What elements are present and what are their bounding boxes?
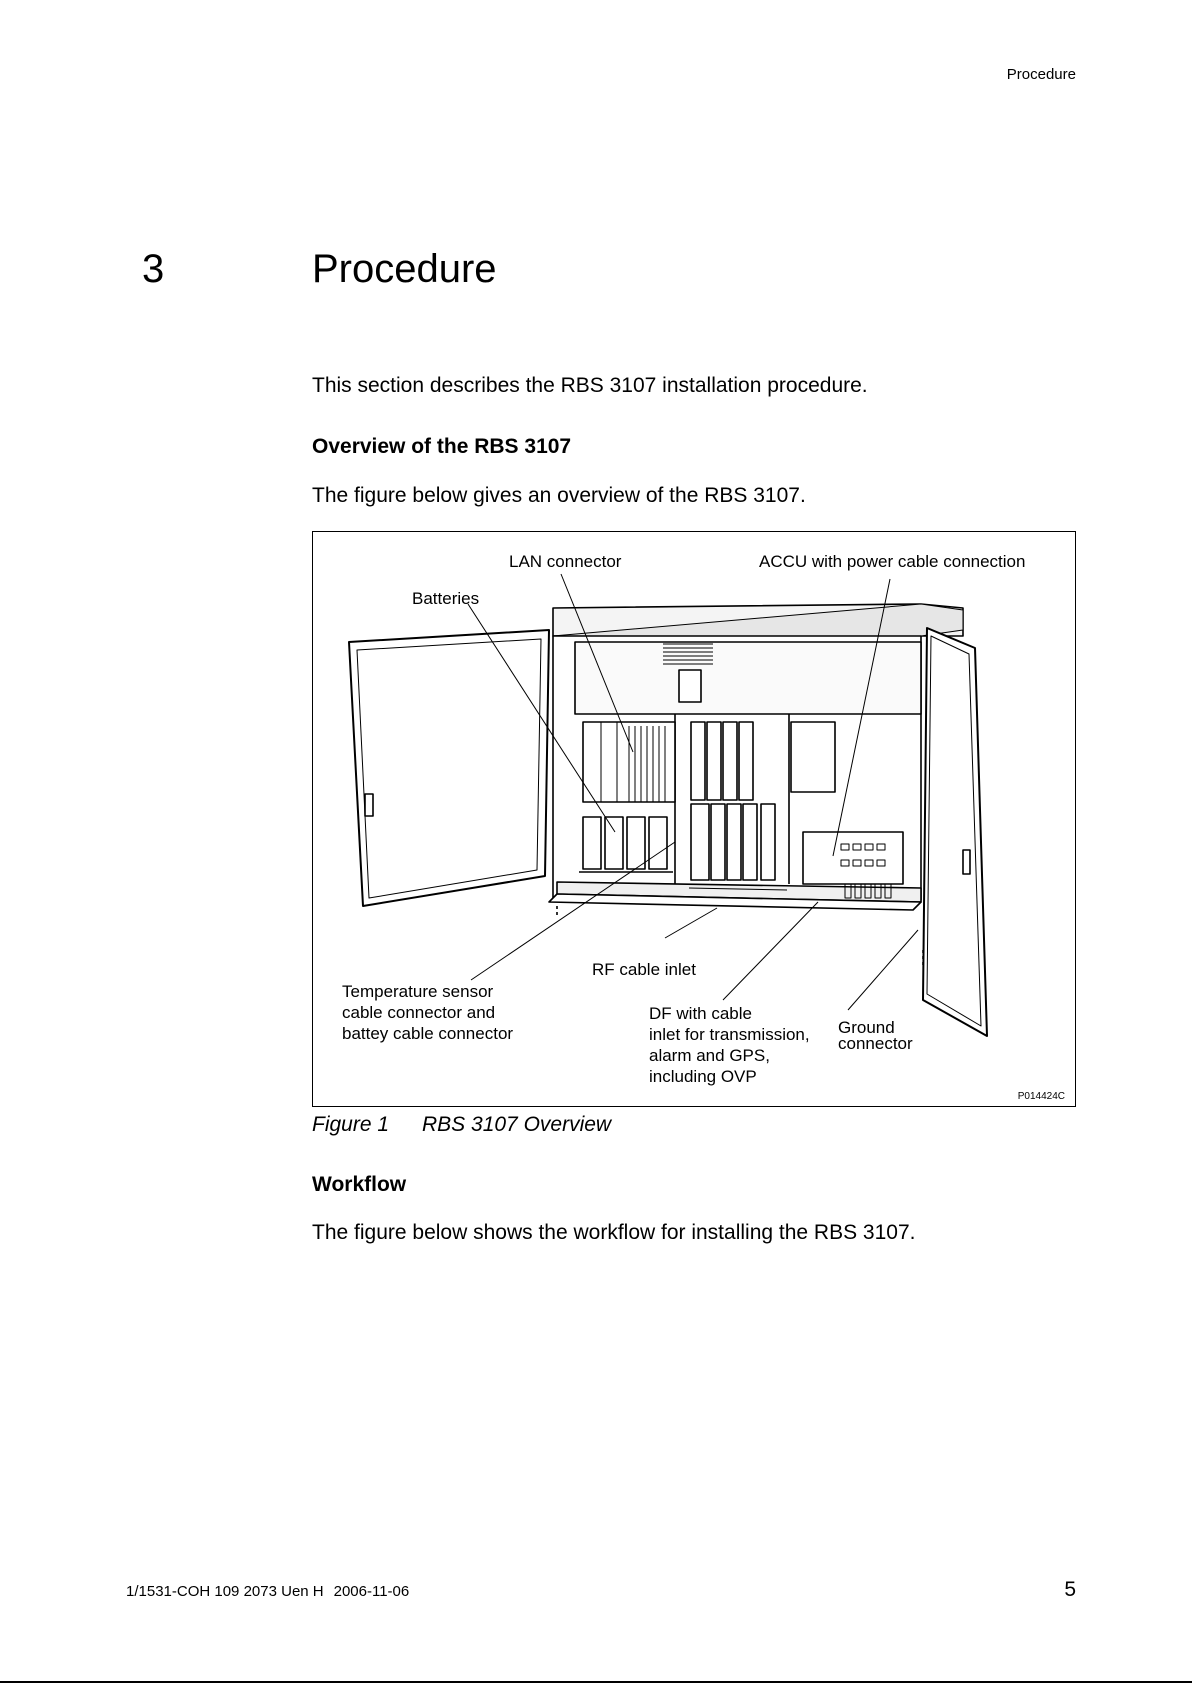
intro-paragraph: This section describes the RBS 3107 installation procedure. <box>312 374 868 397</box>
callout-df-cable-inlet: DF with cable inlet for transmission, alarm and GPS, including OVP <box>649 1004 810 1086</box>
overview-heading: Overview of the RBS 3107 <box>312 435 572 458</box>
callout-rf-cable-inlet: RF cable inlet <box>592 960 696 979</box>
callout-accu: ACCU with power cable connection <box>759 552 1026 571</box>
footer-doc-id <box>126 1583 409 1600</box>
figure-caption-number: Figure 1 <box>312 1113 390 1136</box>
callout-batteries: Batteries <box>412 589 480 608</box>
callout-temperature-sensor: Temperature sensor cable connector and battey cable connector <box>342 982 514 1043</box>
figure-code: P014424C <box>1017 1091 1065 1102</box>
running-header: Procedure <box>1006 66 1076 83</box>
bottom-rule <box>0 1681 1192 1683</box>
callout-ground-connector: Ground connector <box>838 1018 913 1053</box>
workflow-heading: Workflow <box>312 1173 407 1196</box>
section-title: Procedure <box>312 247 497 291</box>
doc-date: 2006-11-06 <box>333 1583 410 1600</box>
figure-caption-title: RBS 3107 Overview <box>422 1113 612 1136</box>
doc-id: 1/1531-COH 109 2073 Uen H <box>126 1583 324 1600</box>
page-number: 5 <box>1064 1578 1076 1601</box>
workflow-paragraph: The figure below shows the workflow for installing the RBS 3107. <box>312 1221 916 1244</box>
figure-rbs-overview <box>312 531 1076 1107</box>
figure-caption <box>312 1113 611 1137</box>
callout-lan-connector: LAN connector <box>509 552 622 571</box>
overview-paragraph: The figure below gives an overview of the RBS 3107. <box>312 484 806 507</box>
section-number: 3 <box>142 247 165 291</box>
